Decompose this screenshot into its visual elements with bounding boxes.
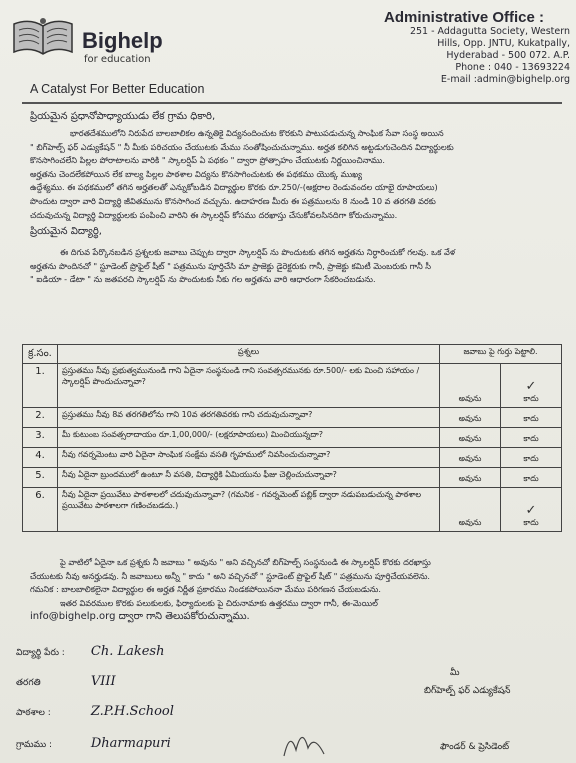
answer-yes[interactable]: అవును — [440, 448, 501, 468]
signature-title: ఫౌండర్ & ప్రెసిడెంట్ — [440, 742, 510, 752]
brand-subtitle: for education — [84, 54, 151, 65]
field-label: గ్రామము : — [16, 740, 53, 750]
paragraph-line: చేయుటకు నీవు అనర్హుడవు. నీ జవాబులు అన్నీ " కాదు " అని వచ్చినచో " స్టూడెంట్ ప్రొఫైల్ షీట్ " పత్రమును పూర్తిచేయవలెను. — [30, 570, 431, 581]
closing-paragraph — [30, 556, 558, 624]
answer-yes[interactable]: అవును — [440, 468, 501, 488]
salutation-student: ప్రియమైన విద్యార్థి, — [30, 226, 102, 237]
answer-no[interactable] — [501, 364, 562, 408]
student-name-row — [16, 644, 316, 660]
column-header: ప్రశ్నలు — [58, 345, 440, 364]
school-field[interactable]: Z.P.H.School — [90, 704, 174, 719]
column-header: జవాబు పై గుర్తు పెట్టాలి. — [440, 345, 562, 364]
table-header-row — [23, 345, 562, 364]
intro-paragraph — [30, 127, 558, 222]
checkmark-icon: ✓ — [525, 379, 537, 394]
bighelp-logo — [10, 14, 180, 74]
eligibility-questions-table — [22, 344, 562, 532]
office-address-block — [384, 9, 570, 86]
village-row — [16, 736, 316, 752]
village-field[interactable]: Dharmapuri — [90, 736, 171, 751]
field-label: తరగతి — [16, 678, 41, 688]
signature-salutation: మీ — [450, 668, 460, 678]
answer-no[interactable]: కాదు — [501, 428, 562, 448]
row-number: 5. — [23, 468, 58, 488]
question-text: ప్రస్తుతము నీవు ప్రభుత్వమునుండి గాని ఏదైనా సంస్థనుండి గాని సంవత్సరమునకు రూ.500/- లకు మించి సహాయం / స్కాలర్షిప్ పొందుచున్నావా? — [58, 364, 440, 408]
paragraph-line: చదువుచున్న విద్యార్థి విద్యార్థులకు పంపించి వారిని ఈ స్కాలర్షిప్ కోసము దరఖాస్తు చేసుకోవలసినదిగా కోరుచున్నాము. — [30, 209, 398, 220]
question-text: మీ కుటుంబ సంవత్సరాదాయం రూ.1,00,000/- (లక్షరూపాయలు) మించియున్నదా? — [58, 428, 440, 448]
email-line: E-mail :admin@bighelp.org — [440, 74, 570, 85]
checkmark-icon: ✓ — [525, 503, 537, 518]
signature-scribble-icon — [280, 720, 330, 760]
answer-yes[interactable]: అవును — [440, 488, 501, 532]
paragraph-line: " ఐడియా - డేటా " ను జతపరచి స్కాలర్షిప్ ను పొందుటకు నీకు గల అర్హతను వారి ఆధారంగా సేకరించబడును. — [30, 274, 376, 285]
paragraph-line: ఉద్దేశ్యము. ఈ పథకములో తగిన అర్హతలతో ఎన్నుకోబడిన విద్యార్థుల కొరకు రూ.250/-(అక్షరాల రెండువందల యాభై రూపాయలు) — [30, 182, 438, 193]
paragraph-line: " బిగ్‌హెల్ప్ ఫర్ ఎడ్యుకేషన్ " నీ మీకు పరిచయం చేయుటకు మేము సంతోషించుచున్నాము. అర్హత కలిగిన అట్టడుగుచెందిన విద్యార్థులకు — [30, 141, 454, 152]
class-field[interactable]: VIII — [90, 674, 116, 689]
school-row — [16, 704, 316, 720]
answer-no[interactable] — [501, 488, 562, 532]
paragraph-line: info@bighelp.org ద్వారా గాని తెలుపకోరుచున్నాము. — [30, 611, 250, 623]
answer-no[interactable]: కాదు — [501, 468, 562, 488]
paragraph-line: గమనిక : బాలబాలికలైనా విద్యార్థుల ఈ అర్హత నిర్ణీత ప్రకారము నిండకపోయిననా మేము పరిగణన చేయబడును. — [30, 584, 381, 595]
phone-line: Phone : 040 - 13693224 — [455, 62, 570, 73]
row-number: 6. — [23, 488, 58, 532]
answer-no[interactable]: కాదు — [501, 448, 562, 468]
office-title: Administrative Office : — [384, 9, 545, 26]
row-number: 4. — [23, 448, 58, 468]
address-line: Hyderabad - 500 072. A.P. — [446, 50, 570, 61]
answer-yes[interactable]: అవును — [440, 408, 501, 428]
table-row — [23, 408, 562, 428]
paragraph-line: అర్హతను చెందలేకపోయిన లేక బాల్య పిల్లల పాఠశాల విద్యను కొనసాగించుటకు ఈ పథకము యొక్క ముఖ్య — [30, 168, 363, 179]
paragraph-line: కొనసాగించలేని పిల్లల పోరాటాలను వారికి " స్కాలర్షిప్ ఏ పథకం " ద్వారా ప్రోత్సాహం చేయుటకు నిర్ణయించినాము. — [30, 155, 385, 166]
address-line: Hills, Opp. JNTU, Kukatpally, — [437, 38, 570, 49]
paragraph-line: భారతదేశములోని నిరుపేద బాలబాలికల ఉన్నతికై విద్యనందించుట కొరకుని పాటుపడుచున్న సాంఘిక సేవా సంస్థ అయిన — [70, 128, 444, 138]
paragraph-line: ఇతర వివరముల కొరకు పలుకులకు, ఫిర్యాదులకు పై చిరునామాకు ఉత్తరము ద్వారా గానీ, ఈ-మెయిల్ — [60, 597, 378, 608]
instructions-paragraph — [30, 246, 558, 287]
header-divider — [22, 102, 562, 104]
row-number: 2. — [23, 408, 58, 428]
paragraph-line: అర్హతను పొందినచో " స్టూడెంట్ ప్రొఫైల్ షీట్ " పత్రమును పూర్తిచేసి మా ప్రాజెక్టు డైరెక్టరుకు గానీ, ప్రాజెక్టు కమిటీ మెంబరుకు గానీ సీ — [30, 260, 432, 271]
question-text: నీవు గవర్నమెంటు వారి ఏదైనా సాంఘిక సంక్షేమ వసతి గృహములో నివసించుచున్నావా? — [58, 448, 440, 468]
field-label: విద్యార్థి పేరు : — [16, 648, 65, 658]
brand-name: Bighelp — [82, 28, 163, 53]
answer-no[interactable]: కాదు — [501, 408, 562, 428]
question-text: నీవు ఏదైనా ప్రయివేటు పాఠశాలలో చదువుచున్నావా? (గమనిక - గవర్నమెంట్ పబ్లిక్ ద్వారా నడుపబడుచున్న పాఠశాల ప్రయివేటు పాఠశాలగా గణించబడదు.) — [58, 488, 440, 532]
paragraph-line: ఈ దిగువ పేర్కొనబడిన ప్రశ్నలకు జవాబు చెప్పుట ద్వారా స్కాలర్షిప్ ను పొందుటకు తగిన అర్హతను నిర్ధారించుకో గలవు. ఒక వేళ — [60, 247, 456, 257]
tagline: A Catalyst For Better Education — [30, 82, 205, 96]
field-label: పాఠశాల : — [16, 708, 51, 718]
table-row — [23, 428, 562, 448]
question-text: ప్రస్తుతము నీవు 8వ తరగతిలోను గాని 10వ తరగతివరకు గాని చదువుచున్నావా? — [58, 408, 440, 428]
answer-yes[interactable]: అవును — [440, 428, 501, 448]
table-row — [23, 468, 562, 488]
class-row — [16, 674, 316, 690]
answer-yes[interactable]: అవును — [440, 364, 501, 408]
signature-organization: బిగ్‌హెల్ప్ ఫర్ ఎడ్యుకేషన్ — [424, 686, 511, 696]
table-row — [23, 488, 562, 532]
answer-no-label: కాదు — [523, 394, 539, 403]
question-text: నీవు ఏదైనా బ్రుందములో ఉంటూ నీ వసతి, విద్యార్థికి ఏమియును ఫీజు చెల్లించుచున్నావా? — [58, 468, 440, 488]
row-number: 3. — [23, 428, 58, 448]
column-header: క్ర.సం. — [23, 345, 58, 364]
row-number: 1. — [23, 364, 58, 408]
salutation: ప్రియమైన ప్రధానోపాధ్యాయుడు లేక గ్రామ ధికారి, — [30, 111, 216, 122]
table-row — [23, 364, 562, 408]
address-line: 251 - Addagutta Society, Western — [409, 26, 570, 37]
answer-no-label: కాదు — [523, 518, 539, 527]
student-name-field[interactable]: Ch. Lakesh — [90, 644, 165, 659]
paragraph-line: పై వాటిలో ఏదైనా ఒక ప్రశ్నకు నీ జవాబు " అవును " అని వచ్చినచో బిగ్‌హెల్ప్ సంస్థనుండి ఈ స్కాలర్షిప్ కొరకు దరఖాస్తు — [60, 557, 431, 567]
open-book-icon — [10, 16, 76, 58]
paragraph-line: పొందుట ద్వారా వారి విద్యార్థి జీవితమును కొనసాగించ వచ్చును. ఉదాహరణ మీరు ఈ పత్రములను 8 నుండి 10 వ తరగతి వరకు — [30, 195, 436, 206]
table-row — [23, 448, 562, 468]
